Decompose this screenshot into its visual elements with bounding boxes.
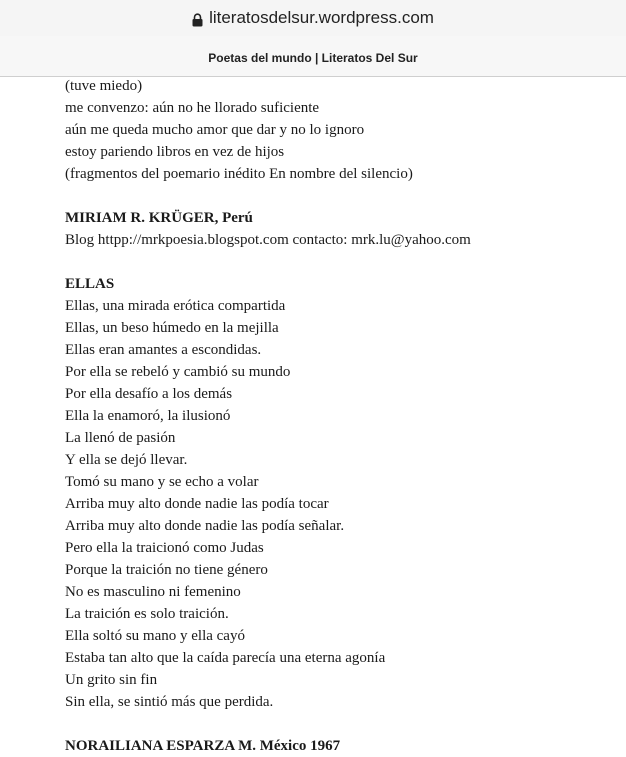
poem-line: Ella la enamoró, la ilusionó bbox=[65, 408, 231, 424]
poem-line: Un grito sin fin bbox=[65, 672, 158, 688]
poem-line: Arriba muy alto donde nadie las podía tocar bbox=[65, 496, 329, 512]
lock-icon bbox=[192, 12, 203, 26]
page-title: Poetas del mundo | Literatos Del Sur bbox=[208, 51, 418, 65]
address-bar[interactable] bbox=[0, 0, 626, 36]
article-body bbox=[65, 75, 615, 757]
poem-line: Porque la traición no tiene género bbox=[65, 562, 268, 578]
poem-line: Por ella se rebeló y cambió su mundo bbox=[65, 364, 291, 380]
poem-line: Ellas, una mirada erótica compartida bbox=[65, 298, 286, 314]
poem-line: Ellas, un beso húmedo en la mejilla bbox=[65, 320, 279, 336]
poem-line: Ellas eran amantes a escondidas. bbox=[65, 342, 262, 358]
page-title-bar bbox=[0, 36, 626, 77]
poem-line: Tomó su mano y se echo a volar bbox=[65, 474, 259, 490]
poem-line: aún me queda mucho amor que dar y no lo ignoro bbox=[65, 122, 365, 138]
author-contact: Blog httpp://mrkpoesia.blogspot.com contacto: mrk.lu@yahoo.com bbox=[65, 232, 471, 248]
poem-line: Estaba tan alto que la caída parecía una eterna agonía bbox=[65, 650, 386, 666]
author-name: MIRIAM R. KRÜGER, Perú bbox=[65, 210, 253, 226]
poem-line: (tuve miedo) bbox=[65, 78, 143, 94]
poem-title: ELLAS bbox=[65, 276, 115, 292]
poem-line: Por ella desafío a los demás bbox=[65, 386, 233, 402]
poem-line: Ella soltó su mano y ella cayó bbox=[65, 628, 245, 644]
poem-line: No es masculino ni femenino bbox=[65, 584, 241, 600]
poem-line: estoy pariendo libros en vez de hijos bbox=[65, 144, 285, 160]
next-author-name: NORAILIANA ESPARZA M. México 1967 bbox=[65, 738, 341, 754]
poem-line: Arriba muy alto donde nadie las podía señalar. bbox=[65, 518, 345, 534]
poem-line: me convenzo: aún no he llorado suficiente bbox=[65, 100, 320, 116]
poem-line: (fragmentos del poemario inédito En nombre del silencio) bbox=[65, 166, 413, 182]
url-text: literatosdelsur.wordpress.com bbox=[209, 8, 434, 27]
poem-line: Pero ella la traicionó como Judas bbox=[65, 540, 264, 556]
poem-line: Y ella se dejó llevar. bbox=[65, 452, 188, 468]
poem-line: Sin ella, se sintió más que perdida. bbox=[65, 694, 274, 710]
poem-line: La traición es solo traición. bbox=[65, 606, 229, 622]
poem-line: La llenó de pasión bbox=[65, 430, 176, 446]
